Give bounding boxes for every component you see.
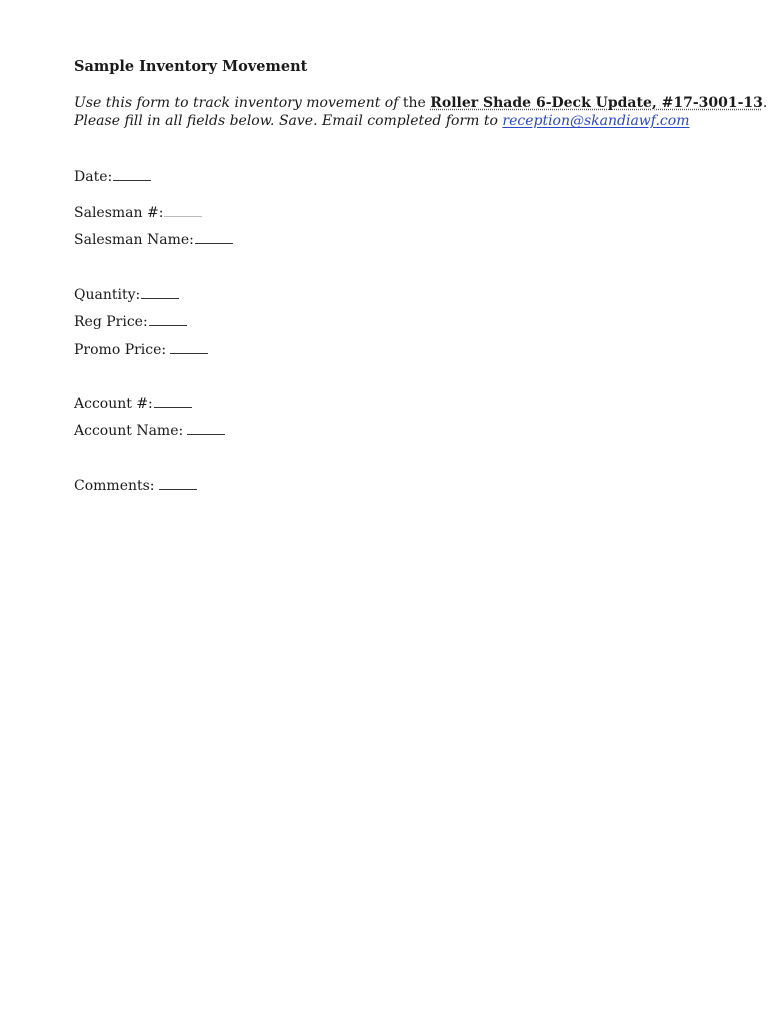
promo-price-label: Promo Price:	[74, 342, 167, 358]
salesman-number-field	[74, 204, 202, 221]
salesman-name-field	[74, 231, 233, 248]
page-title: Sample Inventory Movement	[74, 58, 308, 75]
salesman-number-label: Salesman #:	[74, 205, 164, 221]
comments-input[interactable]	[159, 477, 197, 490]
intro-period: .	[762, 95, 768, 111]
reg-price-label: Reg Price:	[74, 314, 148, 330]
email-link[interactable]: reception@skandiawf.com	[502, 113, 690, 129]
product-name: Roller Shade 6-Deck Update, #17-3001-13	[430, 95, 763, 111]
account-name-field	[74, 422, 225, 439]
account-name-input[interactable]	[187, 422, 225, 435]
instructions-text: Please fill in all fields below. Save. Email completed form to	[74, 113, 503, 129]
date-field	[74, 168, 151, 185]
salesman-number-input[interactable]	[164, 204, 202, 217]
quantity-input[interactable]	[141, 286, 179, 299]
reg-price-field	[74, 313, 187, 330]
comments-field	[74, 477, 197, 494]
reg-price-input[interactable]	[149, 313, 187, 326]
intro-the: the	[398, 95, 431, 111]
date-label: Date:	[74, 169, 113, 185]
quantity-field	[74, 286, 179, 303]
account-number-label: Account #:	[74, 396, 153, 412]
salesman-name-label: Salesman Name:	[74, 232, 194, 248]
intro-paragraph	[74, 94, 767, 130]
intro-line-1	[74, 94, 767, 112]
quantity-label: Quantity:	[74, 287, 141, 303]
intro-line-2	[74, 112, 767, 130]
date-input[interactable]	[113, 168, 151, 181]
account-number-field	[74, 395, 192, 412]
salesman-name-input[interactable]	[195, 231, 233, 244]
account-name-label: Account Name:	[74, 423, 184, 439]
comments-label: Comments:	[74, 478, 155, 494]
promo-price-field	[74, 341, 208, 358]
promo-price-input[interactable]	[170, 341, 208, 354]
intro-text: Use this form to track inventory movement of	[74, 95, 399, 111]
account-number-input[interactable]	[154, 395, 192, 408]
